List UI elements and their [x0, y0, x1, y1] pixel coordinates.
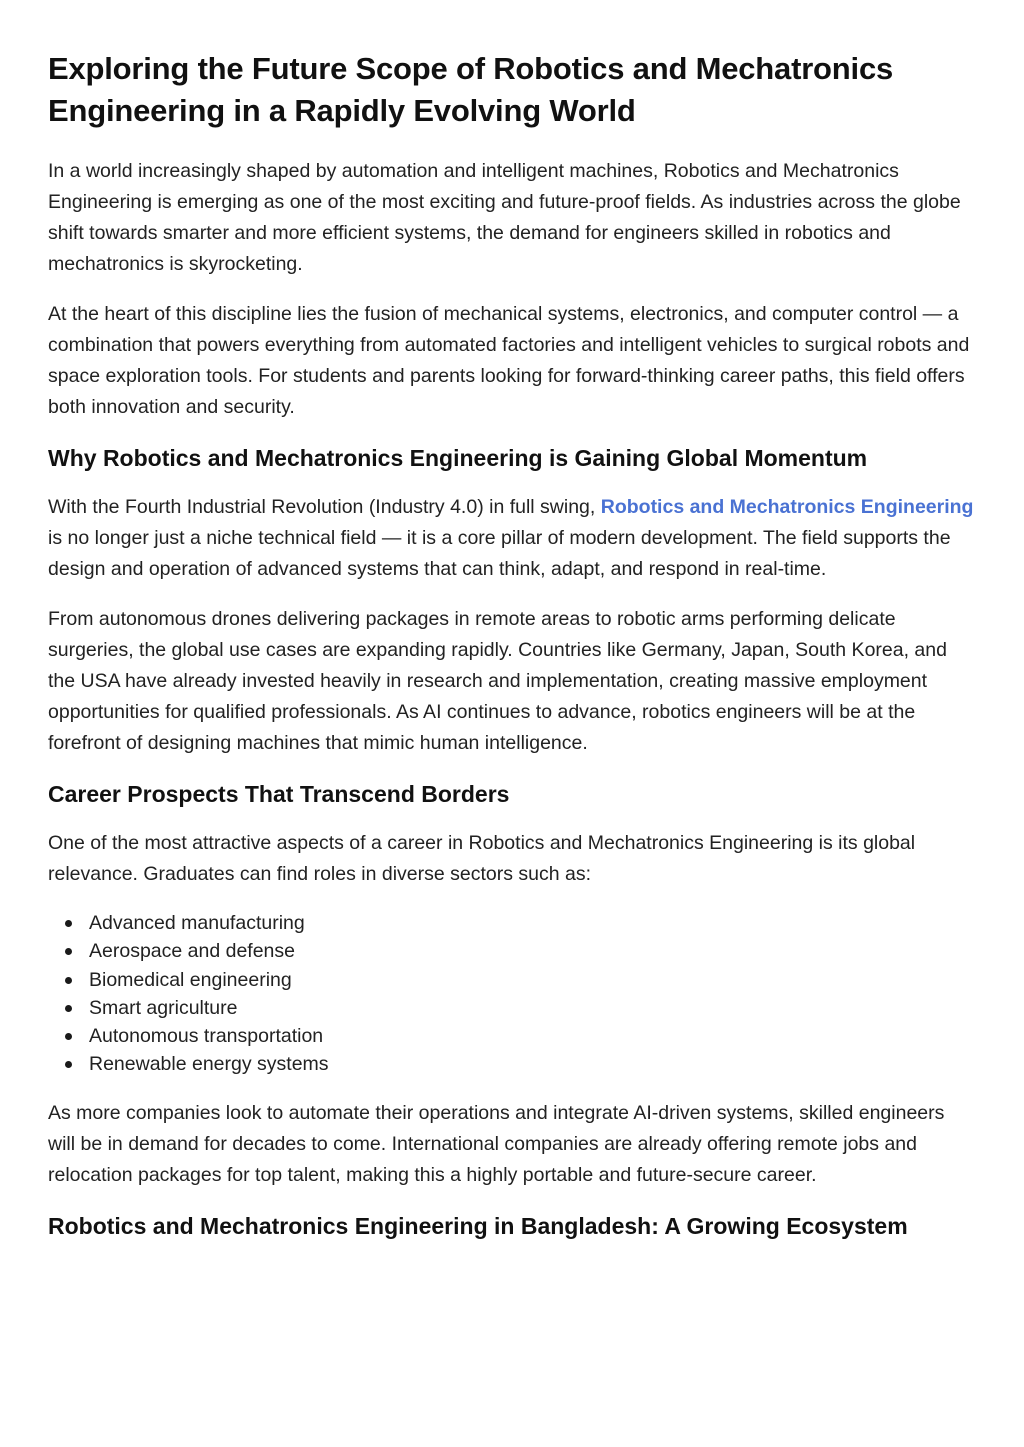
bullet-icon [65, 1061, 72, 1068]
bullet-icon [65, 920, 72, 927]
list-item [89, 937, 976, 965]
list-item [89, 1022, 976, 1050]
list-item [89, 966, 976, 994]
momentum-text-before-link: With the Fourth Industrial Revolution (Industry 4.0) in full swing, [48, 496, 601, 518]
list-item [89, 994, 976, 1022]
sector-label: Biomedical engineering [89, 968, 292, 991]
career-paragraph-2: As more companies look to automate their operations and integrate AI-driven systems, skilled engineers will be in demand for decades to come. International companies are already offering remote jobs and relocation packages for top talent, making this a highly portable and future-secure career. [48, 1101, 945, 1186]
bullet-icon [65, 948, 72, 955]
list-item [89, 1050, 976, 1078]
bullet-icon [65, 1005, 72, 1012]
sector-label: Advanced manufacturing [89, 912, 305, 934]
bullet-icon [65, 977, 72, 984]
section-heading-career-prospects: Career Prospects That Transcend Borders [48, 781, 510, 807]
career-paragraph-1: One of the most attractive aspects of a career in Robotics and Mechatronics Engineering is its global relevance. Graduates can find roles in diverse sectors such as: [48, 832, 916, 885]
page-title: Exploring the Future Scope of Robotics and Mechatronics Engineering in a Rapidly Evolving World [48, 51, 894, 128]
sector-label: Smart agriculture [89, 996, 238, 1019]
momentum-paragraph-2: From autonomous drones delivering packages in remote areas to robotic arms performing delicate surgeries, the global use cases are expanding rapidly. Countries like Germany, Japan, South Korea, and the USA have already invested heavily in research and implementation, creating massive employment opportunities for qualified professionals. As AI continues to advance, robotics engineers will be at the forefront of designing machines that mimic human intelligence. [48, 608, 947, 754]
intro-paragraph-2: At the heart of this discipline lies the fusion of mechanical systems, electronics, and computer control — a combination that powers everything from automated factories and intelligent vehicles to surgical robots and space exploration tools. For students and parents looking for forward-thinking career paths, this field offers both innovation and security. [48, 303, 970, 418]
momentum-text-after-link: is no longer just a niche technical field — it is a core pillar of modern development. The field supports the design and operation of advanced systems that can think, adapt, and respond in real-time. [48, 527, 951, 580]
list-item [89, 909, 976, 937]
sector-label: Aerospace and defense [89, 940, 295, 963]
robotics-mechatronics-link[interactable]: Robotics and Mechatronics Engineering [600, 496, 974, 518]
sector-label: Renewable energy systems [89, 1053, 329, 1076]
sector-label: Autonomous transportation [89, 1025, 324, 1048]
bullet-icon [65, 1033, 72, 1040]
momentum-paragraph-1 [48, 492, 976, 585]
sectors-list [48, 909, 976, 1079]
intro-paragraph-1: In a world increasingly shaped by automation and intelligent machines, Robotics and Mechatronics Engineering is emerging as one of the most exciting and future-proof fields. As industries across the globe shift towards smarter and more efficient systems, the demand for engineers skilled in robotics and mechatronics is skyrocketing. [48, 160, 961, 275]
section-heading-global-momentum: Why Robotics and Mechatronics Engineering is Gaining Global Momentum [48, 445, 868, 471]
section-heading-bangladesh: Robotics and Mechatronics Engineering in Bangladesh: A Growing Ecosystem [48, 1212, 908, 1239]
